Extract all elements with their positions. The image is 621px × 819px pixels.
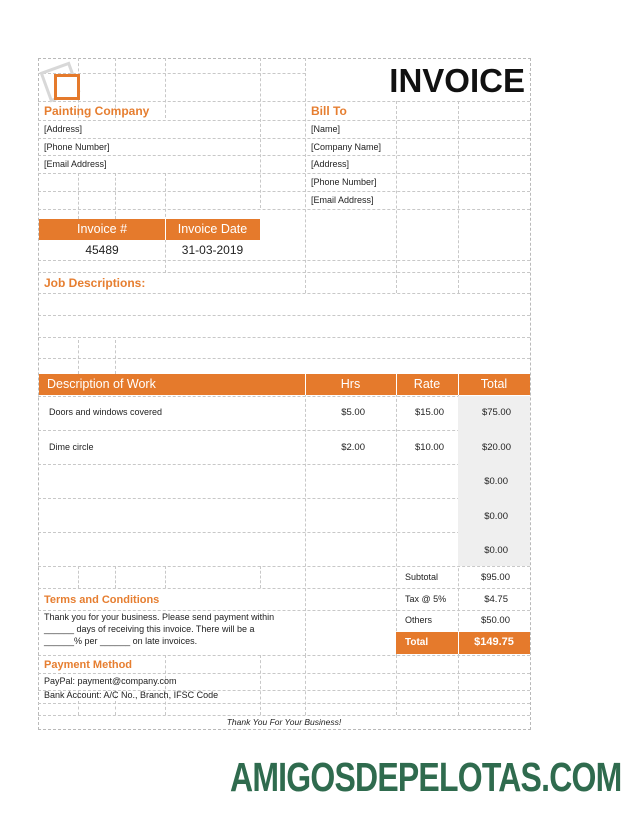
thank-you-footer: Thank You For Your Business! <box>226 717 342 727</box>
grid-line <box>38 498 530 499</box>
seller-address: [Address] <box>44 124 83 134</box>
bill-to-label: Bill To <box>311 104 347 118</box>
grid-line <box>38 464 530 465</box>
grand-total-label: Total <box>405 637 429 648</box>
row-description: Dime circle <box>49 442 94 452</box>
bill-to-phone: [Phone Number] <box>311 177 377 187</box>
grid-line <box>38 260 530 261</box>
row-total: $0.00 <box>484 476 508 487</box>
bank-line: Bank Account: A/C No., Branch, IFSC Code <box>44 690 219 700</box>
row-total: $0.00 <box>484 511 508 522</box>
grid-line <box>38 120 530 121</box>
grid-line <box>38 138 530 139</box>
grid-line <box>78 173 79 219</box>
grid-line <box>38 272 530 273</box>
col-hrs: Hrs <box>340 377 361 391</box>
row-total: $20.00 <box>481 442 511 453</box>
bill-to-email: [Email Address] <box>311 195 374 205</box>
row-total: $75.00 <box>481 407 511 418</box>
grid-line <box>38 532 530 533</box>
grid-line <box>165 58 166 118</box>
grid-line <box>115 566 116 588</box>
grid-line <box>260 566 261 588</box>
grid-line <box>165 566 166 588</box>
col-total: Total <box>480 377 508 391</box>
bill-to-company: [Company Name] <box>311 142 382 152</box>
grid-line <box>38 610 530 611</box>
grid-line <box>38 358 530 359</box>
grid-line <box>38 588 530 589</box>
others-label: Others <box>405 615 433 625</box>
grid-line <box>38 209 530 210</box>
grid-line <box>38 101 530 102</box>
grid-line <box>38 703 530 704</box>
row-rate: $15.00 <box>414 407 444 418</box>
bill-to-address: [Address] <box>311 159 350 169</box>
invoice-date-label: Invoice Date <box>177 222 248 236</box>
row-hrs: $5.00 <box>341 407 365 418</box>
grid-line <box>38 673 530 674</box>
grid-line <box>38 396 530 397</box>
tax-value: $4.75 <box>484 594 508 605</box>
paypal-line: PayPal: payment@company.com <box>44 676 177 686</box>
seller-phone: [Phone Number] <box>44 142 110 152</box>
grid-line <box>38 315 530 316</box>
row-total: $0.00 <box>484 545 508 556</box>
grid-line <box>458 101 459 293</box>
grid-line <box>396 655 397 715</box>
terms-label: Terms and Conditions <box>44 594 160 606</box>
tax-label: Tax @ 5% <box>405 594 447 604</box>
grid-line <box>38 655 530 656</box>
grid-line <box>38 337 530 338</box>
terms-line-1: Thank you for your business. Please send payment within <box>44 612 275 622</box>
grid-line <box>78 340 79 374</box>
payment-method-label: Payment Method <box>44 659 133 671</box>
bill-to-name: [Name] <box>311 124 341 134</box>
invoice-number-label: Invoice # <box>76 222 128 236</box>
invoice-title: INVOICE <box>389 62 525 99</box>
grid-line <box>38 293 530 294</box>
grid-line <box>38 155 530 156</box>
seller-email: [Email Address] <box>44 159 107 169</box>
grid-line <box>458 655 459 715</box>
subtotal-value: $95.00 <box>480 572 510 583</box>
grid-line <box>38 191 530 192</box>
invoice-date: 31-03-2019 <box>181 243 244 257</box>
row-description: Doors and windows covered <box>49 407 163 417</box>
row-hrs: $2.00 <box>341 442 365 453</box>
grand-total-value: $149.75 <box>474 636 514 648</box>
grid-line <box>38 715 530 716</box>
row-rate: $10.00 <box>414 442 444 453</box>
terms-line-3: ______% per ______ on late invoices. <box>44 636 198 646</box>
grid-line <box>305 655 306 715</box>
grid-line <box>78 566 79 588</box>
job-descriptions-label: Job Descriptions: <box>44 276 146 290</box>
col-description: Description of Work <box>47 377 156 391</box>
others-value: $50.00 <box>480 615 510 626</box>
subtotal-label: Subtotal <box>405 572 439 582</box>
grid-line <box>115 340 116 374</box>
logo-frame-icon <box>54 74 80 100</box>
invoice-number: 45489 <box>85 243 119 257</box>
grid-line <box>38 430 530 431</box>
grid-line <box>38 173 530 174</box>
watermark-text: AMIGOSDEPELOTAS.COM <box>230 754 621 800</box>
grid-line <box>38 566 530 567</box>
company-name: Painting Company <box>44 104 150 118</box>
grid-line <box>115 173 116 219</box>
col-rate: Rate <box>413 377 441 391</box>
grid-line <box>260 58 261 208</box>
grid-line <box>260 655 261 715</box>
grid-line <box>396 101 397 293</box>
terms-line-2: ______ days of receiving this invoice. There will be a <box>44 624 255 634</box>
